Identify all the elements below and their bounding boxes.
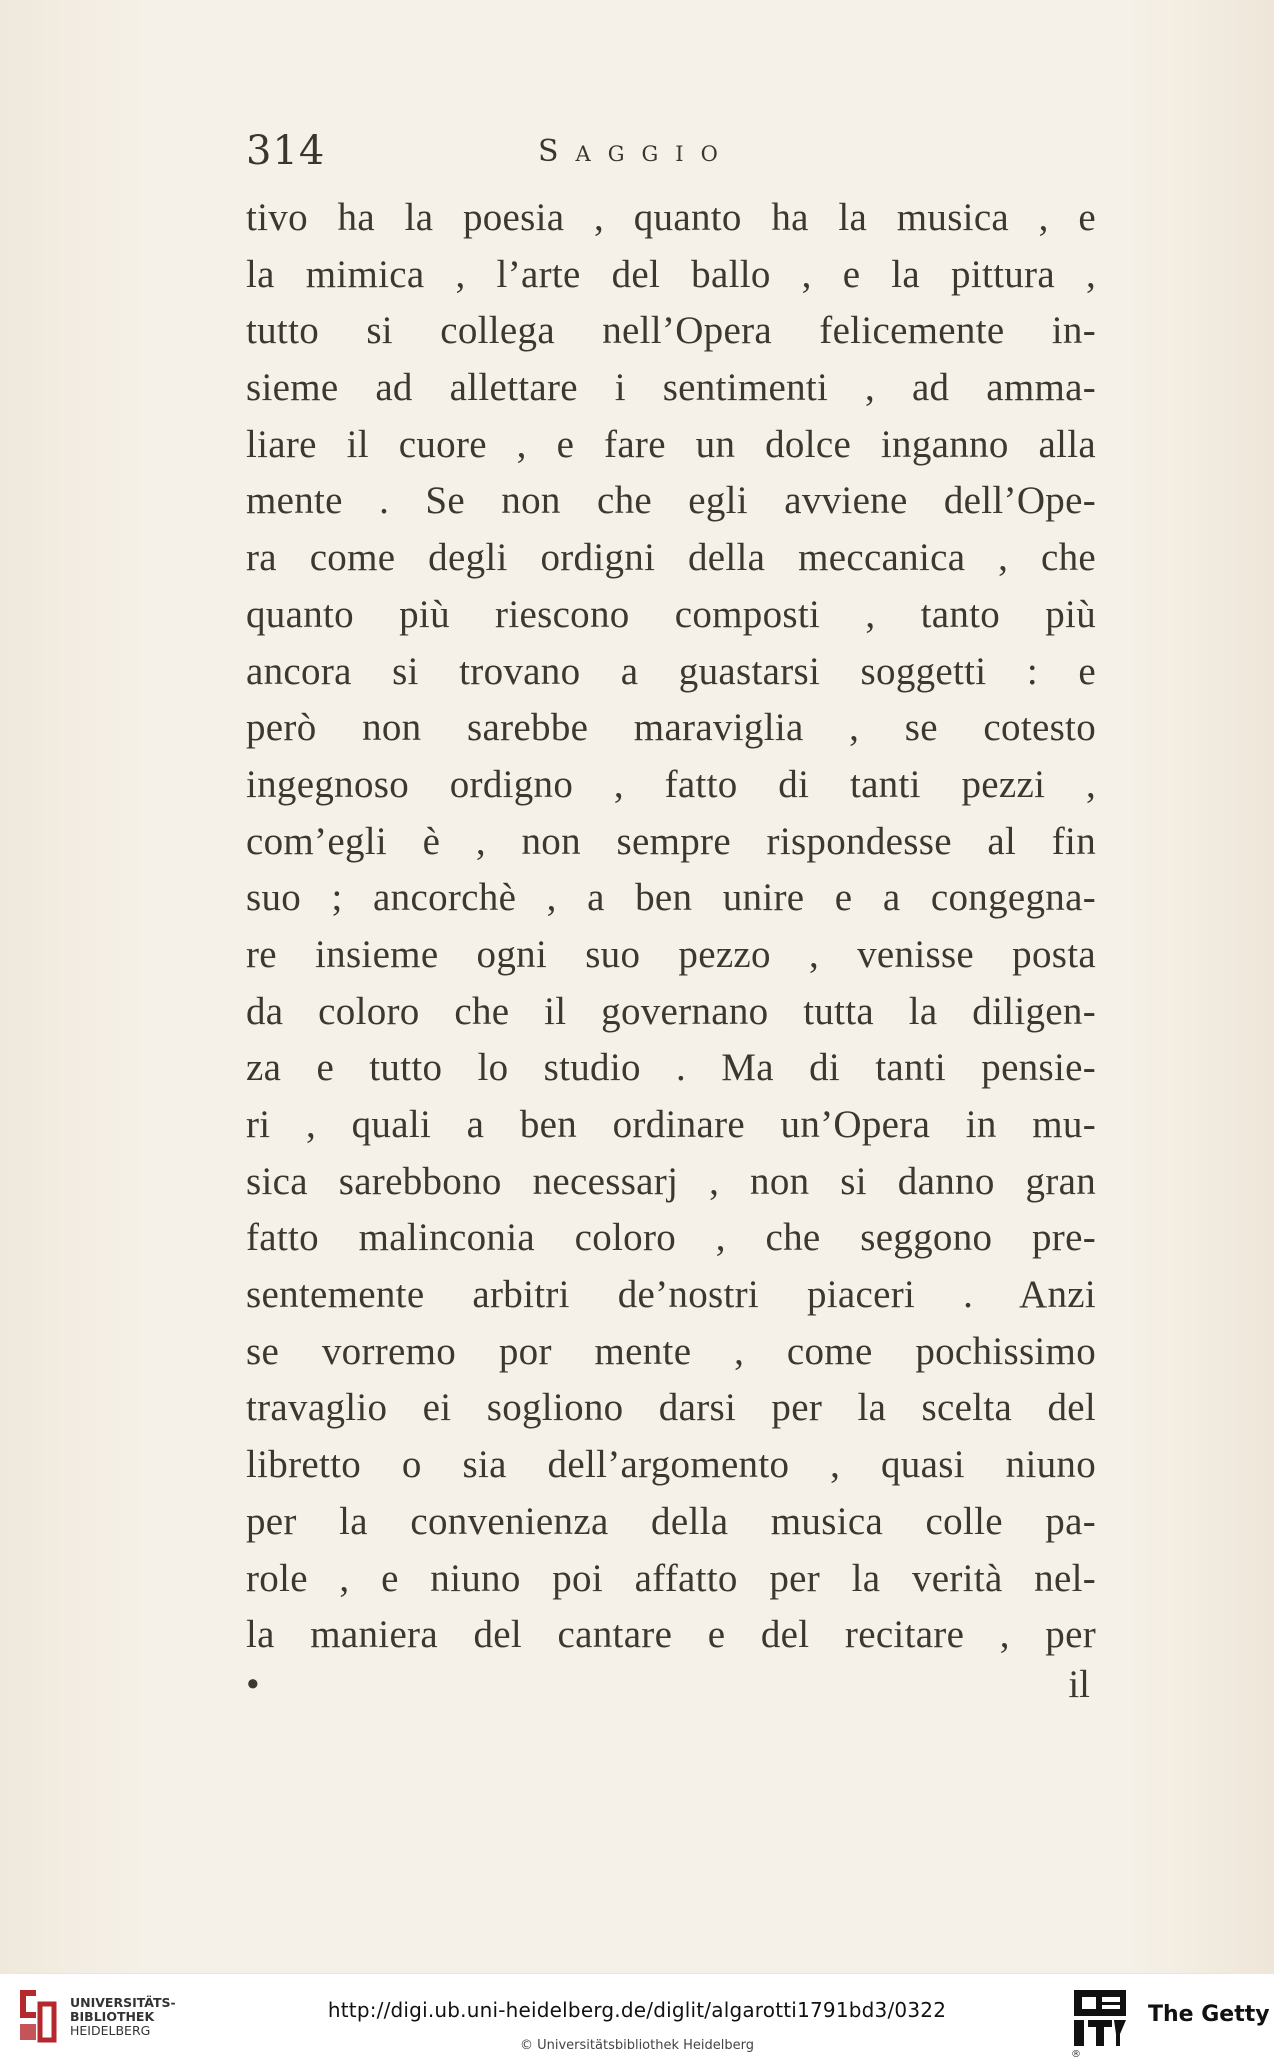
text-line: suo ; ancorchè , a ben unire e a congegna-	[246, 876, 1096, 920]
text-line: da coloro che il governano tutta la diligen-	[246, 989, 1096, 1033]
catchword-row	[246, 1662, 1096, 1718]
viewer-footer	[0, 1973, 1274, 2067]
text-line: re insieme ogni suo pezzo , venisse posta	[246, 932, 1096, 976]
catchword: il	[1068, 1663, 1090, 1706]
page-number: 314	[246, 128, 326, 174]
copyright-notice: © Universitätsbibliothek Heidelberg	[519, 2038, 754, 2053]
text-line: za e tutto lo studio . Ma di tanti pensie-	[246, 1046, 1096, 1090]
text-line: fatto malinconia coloro , che seggono pre-	[246, 1216, 1096, 1260]
text-line: la maniera del cantare e del recitare , per	[246, 1613, 1096, 1657]
text-line: travaglio ei sogliono darsi per la scelta del	[246, 1386, 1096, 1430]
partner-name: The Getty	[1148, 2002, 1270, 2027]
text-line: sica sarebbono necessarj , non si danno gran	[246, 1159, 1096, 1203]
text-line: però non sarebbe maraviglia , se cotesto	[246, 706, 1096, 750]
registered-mark: ®	[1071, 2049, 1081, 2060]
text-line: ri , quali a ben ordinare un’Opera in mu-	[246, 1103, 1096, 1146]
page-header	[246, 128, 1096, 188]
text-line: mente . Se non che egli avviene dell’Ope-	[246, 479, 1096, 523]
text-line: role , e niuno poi affatto per la verità nel-	[246, 1556, 1096, 1600]
text-line: ancora si trovano a guastarsi soggetti : e	[246, 649, 1096, 693]
text-line: ingegnoso ordigno , fatto di tanti pezzi ,	[246, 762, 1096, 806]
catchword-mark: •	[246, 1663, 260, 1706]
text-line: sieme ad allettare i sentimenti , ad amma-	[246, 366, 1096, 410]
text-line: tutto si collega nell’Opera felicemente in-	[246, 309, 1096, 353]
text-line: com’egli è , non sempre rispondesse al fin	[246, 819, 1096, 863]
getty-logo-icon	[1072, 1988, 1128, 2048]
permalink-url[interactable]: http://digi.ub.uni-heidelberg.de/diglit/algarotti1791bd3/0322	[327, 1998, 947, 2022]
text-line: la mimica , l’arte del ballo , e la pittura ,	[246, 252, 1096, 296]
text-line: ra come degli ordigni della meccanica , che	[246, 536, 1096, 580]
text-line: sentemente arbitri de’nostri piaceri . Anzi	[246, 1273, 1096, 1317]
running-head: Saggio	[538, 134, 735, 169]
library-name: UNIVERSITÄTS- BIBLIOTHEK HEIDELBERG	[70, 1995, 176, 2038]
text-line: tivo ha la poesia , quanto ha la musica , e	[246, 196, 1096, 239]
text-line: se vorremo por mente , come pochissimo	[246, 1329, 1096, 1373]
text-line: liare il cuore , e fare un dolce inganno alla	[246, 422, 1096, 466]
text-line: libretto o sia dell’argomento , quasi niuno	[246, 1443, 1096, 1487]
text-line: quanto più riescono composti , tanto più	[246, 592, 1096, 636]
body-text	[246, 190, 1096, 1664]
text-line: per la convenienza della musica colle pa-	[246, 1499, 1096, 1543]
